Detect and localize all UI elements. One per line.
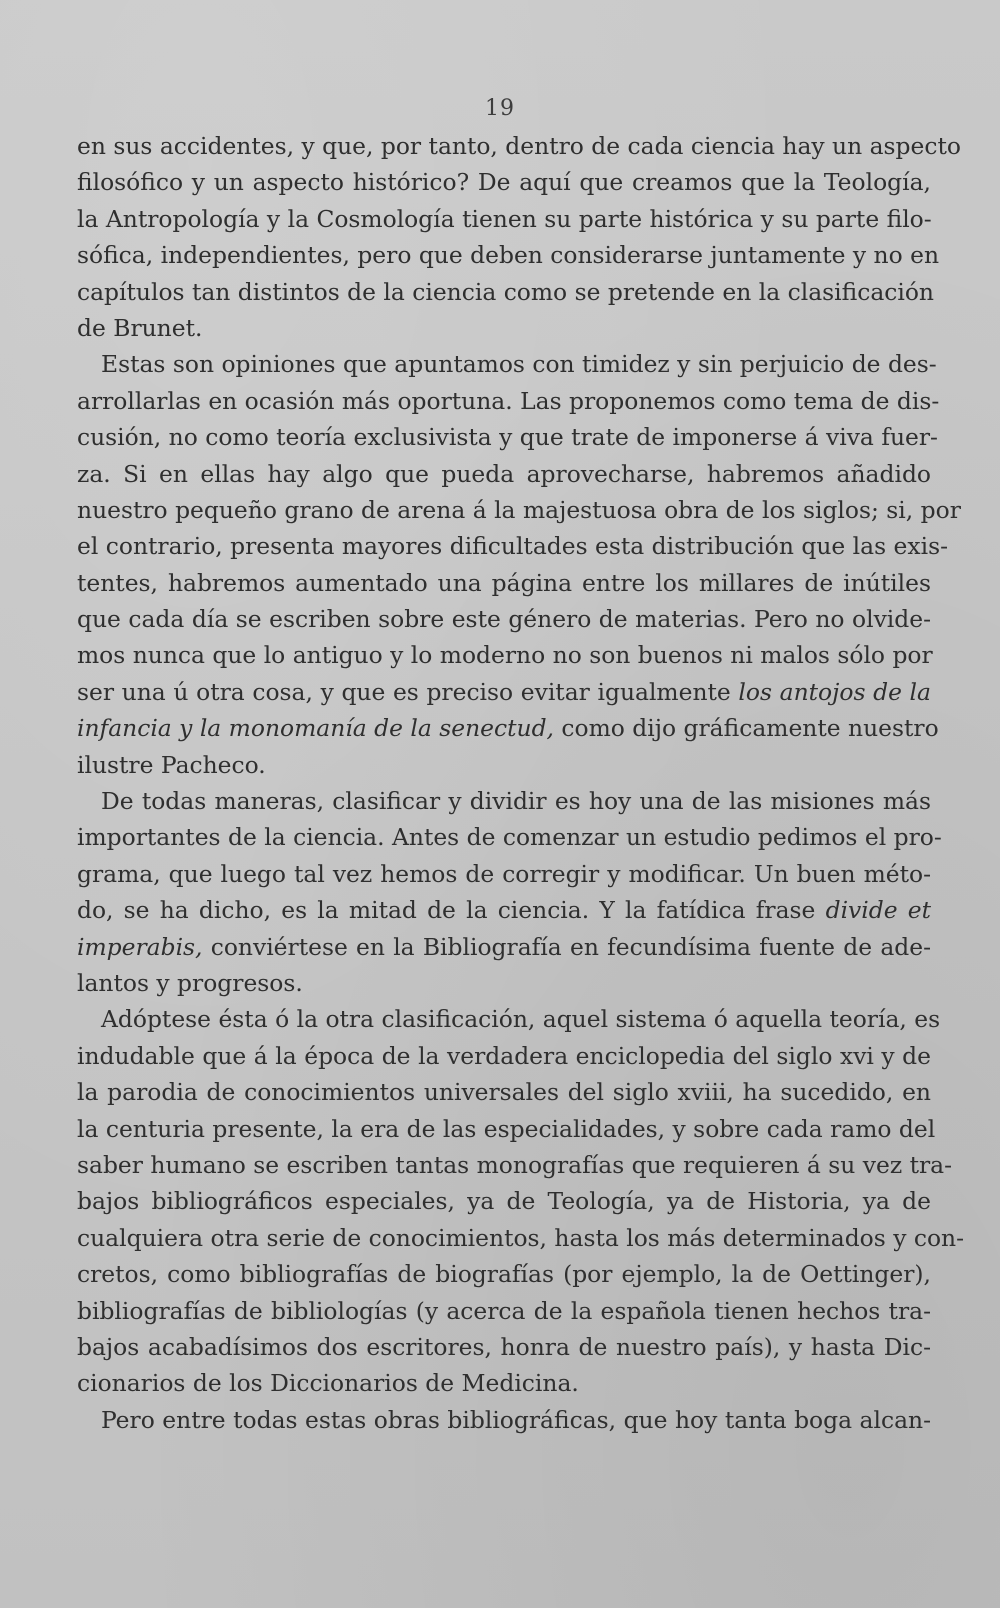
text-line: filosófico y un aspecto histórico? De aquí que creamos que la Teología, (77, 168, 931, 197)
text-line: la Antropología y la Cosmología tienen su parte histórica y su parte filo- (77, 204, 932, 233)
text-line: cionarios de los Diccionarios de Medicina. (77, 1369, 579, 1398)
text-line: importantes de la ciencia. Antes de comenzar un estudio pedimos el pro- (77, 823, 942, 852)
text-line: De todas maneras, clasificar y dividir es hoy una de las misiones más (101, 787, 931, 816)
text-line (77, 710, 939, 746)
italic-quote: divide et (825, 896, 931, 925)
text-line: ilustre Pacheco. (77, 750, 266, 779)
text-line: arrollarlas en ocasión más oportuna. Las proponemos como tema de dis- (77, 386, 940, 415)
text-line: Pero entre todas estas obras bibliográficas, que hoy tanta boga alcan- (101, 1405, 931, 1434)
text-line: bibliografías de bibliologías (y acerca de la española tienen hechos tra- (77, 1296, 931, 1325)
text-line: nuestro pequeño grano de arena á la majestuosa obra de los siglos; si, por (77, 495, 961, 524)
paragraph-2 (77, 346, 961, 783)
text-line: za. Si en ellas hay algo que pueda aprovecharse, habremos añadido (77, 459, 931, 488)
body-text (77, 128, 964, 1438)
line-text: conviértese en la Bibliografía en fecundísima fuente de ade- (202, 932, 931, 961)
italic-quote: infancia y la monomanía de la senectud, (77, 714, 554, 743)
text-line: indudable que á la época de la verdadera enciclopedia del siglo xvi y de (77, 1041, 931, 1070)
text-line: grama, que luego tal vez hemos de corregir y modificar. Un buen méto- (77, 859, 931, 888)
text-line: saber humano se escriben tantas monografías que requieren á su vez tra- (77, 1150, 953, 1179)
line-text: como dijo gráficamente nuestro (553, 714, 939, 743)
text-line: cusión, no como teoría exclusivista y que trate de imponerse á viva fuer- (77, 423, 938, 452)
line-text: do, se ha dicho, es la mitad de la ciencia. Y la fatídica frase (77, 896, 826, 925)
page-number: 19 (485, 96, 515, 121)
text-line: mos nunca que lo antiguo y lo moderno no son buenos ni malos sólo por (77, 641, 933, 670)
paragraph-4 (77, 1001, 964, 1401)
text-line: la parodia de conocimientos universales del siglo xviii, ha sucedido, en (77, 1078, 931, 1107)
text-line: bajos bibliográficos especiales, ya de Teología, ya de Historia, ya de (77, 1187, 931, 1216)
text-line: cualquiera otra serie de conocimientos, hasta los más determinados y con- (77, 1223, 964, 1252)
text-line: en sus accidentes, y que, por tanto, dentro de cada ciencia hay un aspecto (77, 132, 961, 160)
text-line: capítulos tan distintos de la ciencia como se pretende en la clasificación (77, 277, 935, 306)
text-line: bajos acabadísimos dos escritores, honra de nuestro país), y hasta Dic- (77, 1332, 931, 1361)
text-line: cretos, como bibliografías de biografías (por ejemplo, la de Oettinger), (77, 1260, 931, 1289)
text-line: la centuria presente, la era de las especialidades, y sobre cada ramo del (77, 1114, 936, 1143)
text-line (77, 892, 931, 928)
italic-quote: imperabis, (77, 932, 203, 961)
paragraph-5 (77, 1402, 931, 1438)
line-text: ser una ú otra cosa, y que es preciso evitar igualmente (77, 677, 739, 706)
paragraph-3 (77, 783, 942, 1001)
text-line (77, 929, 931, 965)
text-line: sófica, independientes, pero que deben considerarse juntamente y no en (77, 241, 940, 270)
text-line: Adóptese ésta ó la otra clasificación, aquel sistema ó aquella teoría, es (101, 1005, 941, 1034)
text-line: de Brunet. (77, 313, 203, 342)
text-line: lantos y progresos. (77, 968, 303, 997)
text-line (77, 674, 931, 710)
paragraph-1 (77, 128, 961, 346)
text-line: tentes, habremos aumentado una página entre los millares de inútiles (77, 568, 931, 597)
text-line: el contrario, presenta mayores dificultades esta distribución que las exis- (77, 532, 948, 561)
italic-quote: los antojos de la (738, 677, 931, 706)
text-line: Estas son opiniones que apuntamos con timidez y sin perjuicio de des- (101, 350, 937, 379)
text-line: que cada día se escriben sobre este género de materias. Pero no olvide- (77, 605, 931, 634)
